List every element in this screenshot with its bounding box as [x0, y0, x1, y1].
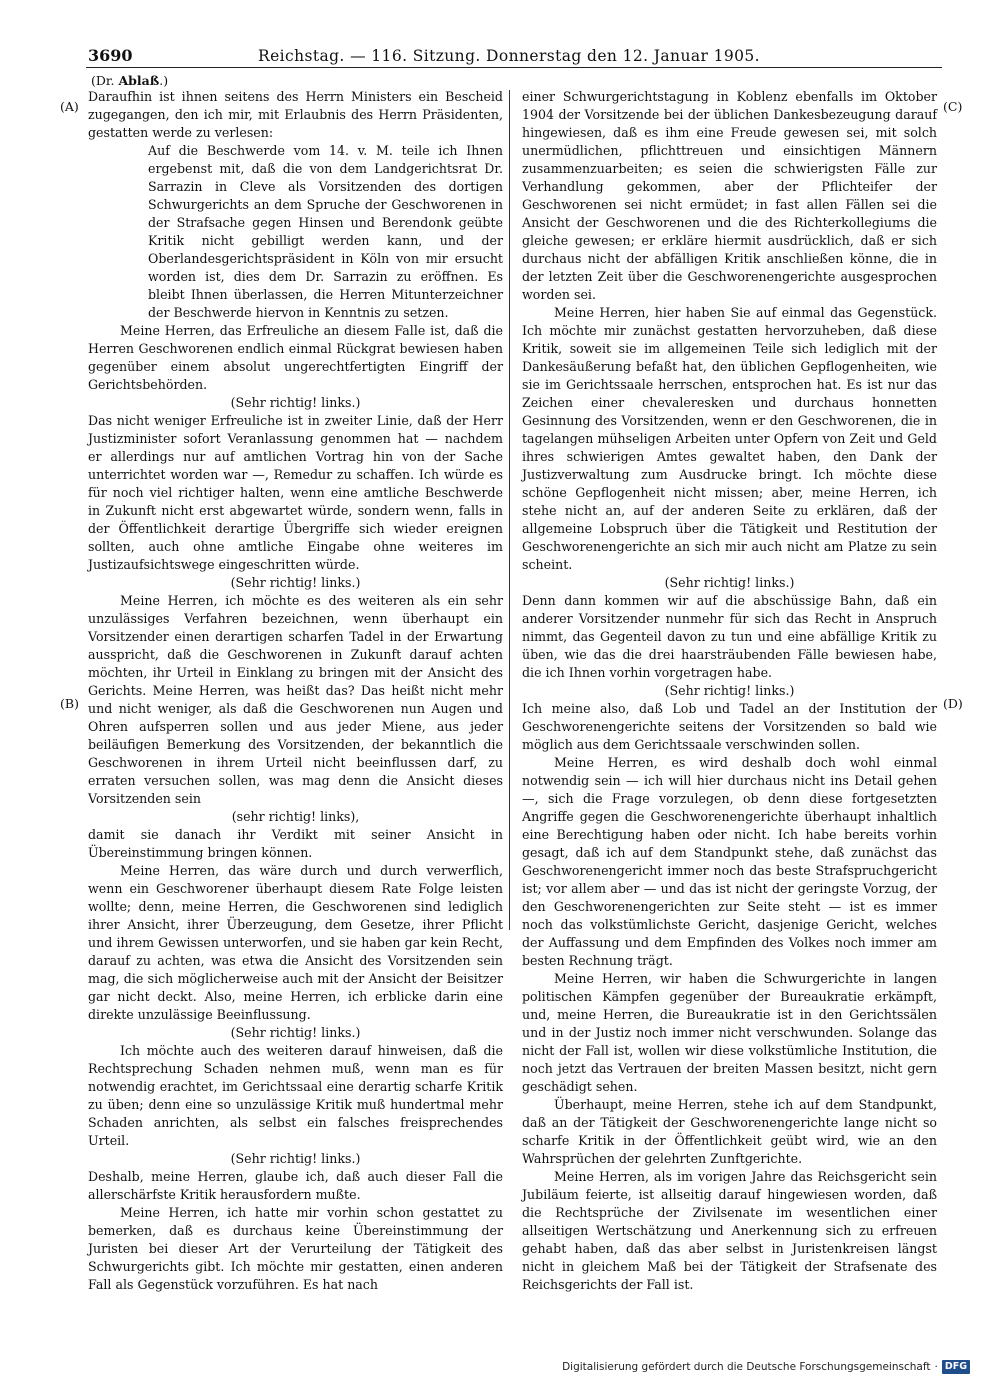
paragraph: Das nicht weniger Erfreuliche ist in zweiter Linie, daß der Herr Justizminister sofort Veranlassung genommen hat — nachdem er allerdings nur auf amtlichen Vortrag hin von der Sache unterrichtet worden war —, Remedur zu schaffen. Ich würde es für noch viel richtiger halten, wenn eine amtliche Beschwerde in Zukunft nicht erst abgewartet würde, sondern wenn, falls in der Öffentlichkeit derartige Übergriffe sich wieder ereignen sollten, auch ohne amtliche Eingabe ohne weiteres im Justizaufsichtswege eingeschritten würde.	[88, 413, 503, 572]
paragraph: einer Schwurgerichtstagung in Koblenz ebenfalls im Oktober 1904 der Vorsitzende bei der üblichen Dankesbezeugung darauf hingewiesen, daß es ihm eine Freude gewesen sei, mit solch unermüdlichen, pflichttreuen und einsichtigen Männern zusammenzuarbeiten; es seien die schwierigsten Fälle zur Verhandlung gekommen, aber der Pflichteifer der Geschworenen sei nicht ermüdet; in fast allen Fällen sei die Ansicht der Geschworenen und die des Richterkollegiums die gleiche gewesen; er erkläre hiermit ausdrücklich, daß er sich durchaus nicht der abfälligen Kritik anschließen könne, die in der letzten Zeit über die Geschworenengerichte ausgesprochen worden sei.	[522, 89, 937, 302]
page-number: 3690	[88, 46, 133, 65]
margin-mark-c: (C)	[943, 99, 963, 114]
paragraph: Denn dann kommen wir auf die abschüssige Bahn, daß ein anderer Vorsitzender nunmehr für sich das Recht in Anspruch nimmt, das Gegenteil davon zu tun und eine abfällige Kritik zu üben, wie das die drei haarsträubenden Fälle bewiesen habe, die ich Ihnen vorhin vorgetragen habe.	[522, 593, 937, 680]
interjection: (Sehr richtig! links.)	[664, 575, 795, 590]
digitization-footer: Digitalisierung gefördert durch die Deutsche Forschungsgemeinschaft · DFG	[562, 1358, 970, 1376]
speaker-tag	[91, 72, 168, 89]
running-title: Reichstag. — 116. Sitzung. Donnerstag den 12. Januar 1905.	[258, 47, 760, 65]
paragraph: Meine Herren, ich möchte es des weiteren als ein sehr unzulässiges Verfahren bezeichnen, wenn überhaupt ein Vorsitzender einen derartigen scharfen Tadel in der Erwartung ausspricht, daß die Geschworenen in Zukunft darauf achten möchten, ihr Urteil in Einklang zu bringen mit der Ansicht des Gerichts. Meine Herren, was heißt das? Das heißt nicht mehr und nicht weniger, als daß die Geschworenen nun Augen und Ohren aufsperren sollen und aus jeder Miene, aus jeder beiläufigen Bemerkung des Vorsitzenden, der bekanntlich die Geschworenen in ihrem Urteil nicht beeinflussen darf, zu erraten versuchen sollen, was mag denn die Ansicht dieses Vorsitzenden sein	[88, 593, 503, 806]
paragraph: Meine Herren, das wäre durch und durch verwerflich, wenn ein Geschworener überhaupt diesem Rate Folge leisten wollte; denn, meine Herren, die Geschworenen sind lediglich ihrer Ansicht, ihrer Überzeugung, dem Gesetze, ihrer Pflicht und ihrem Gewissen unterworfen, und sie haben gar kein Recht, darauf zu achten, was etwa die Ansicht des Vorsitzenden sein mag, die sich möglicherweise auch mit der Ansicht der Beisitzer gar nicht deckt. Also, meine Herren, ich erblicke darin eine direkte unzulässige Beeinflussung.	[88, 863, 503, 1022]
interjection: (Sehr richtig! links.)	[230, 395, 361, 410]
page-header	[88, 46, 940, 66]
paragraph: Ich möchte auch des weiteren darauf hinweisen, daß die Rechtsprechung Schaden nehmen muß, wenn man es für notwendig erachtet, im Gerichtssaal eine derartig scharfe Kritik zu üben; denn eine so unzulässige Kritik muß hundertmal mehr Schaden anrichten, als selbst ein falsches freisprechendes Urteil.	[88, 1043, 503, 1148]
speaker-tag-open: (Dr.	[91, 73, 115, 88]
paragraph: Daraufhin ist ihnen seitens des Herrn Ministers ein Bescheid zugegangen, den ich mir, mit Erlaubnis des Herrn Präsidenten, gestatten werde zu verlesen:	[88, 89, 503, 140]
interjection: (Sehr richtig! links.)	[230, 1025, 361, 1040]
speaker-name: Ablaß	[118, 73, 160, 88]
paragraph: Deshalb, meine Herren, glaube ich, daß auch dieser Fall die allerschärfste Kritik herausfordern mußte.	[88, 1169, 503, 1202]
paragraph: Meine Herren, hier haben Sie auf einmal das Gegenstück. Ich möchte mir zunächst gestatten hervorzuheben, daß diese Kritik, soweit sie im allgemeinen Teile sich lediglich mit der Dankesäußerung befaßt hat, den üblichen Gepflogenheiten, wie sie im Gerichtssaale herrschen, entsprochen hat. Es ist nur das Zeichen einer chevaleresken und durchaus honnetten Gesinnung des Vorsitzenden, wenn er den Geschworenen, die in tagelangen mühseligen Arbeiten unter Opfern von Zeit und Geld ihres schwierigen Amtes gewaltet haben, den Dank der Justizverwaltung zum Ausdrucke bringt. Ich möchte diese schöne Gepflogenheit nicht missen; aber, meine Herren, ich stehe nicht an, auf der anderen Seite zu erklären, daß der allgemeine Lobspruch über die Tätigkeit und Restitution der Geschworenengerichte an sich mir auch nicht am Platze zu sein scheint.	[522, 305, 937, 572]
interjection: (Sehr richtig! links.)	[230, 1151, 361, 1166]
left-column	[88, 88, 503, 1294]
header-rule	[86, 67, 942, 68]
paragraph: Meine Herren, es wird deshalb doch wohl einmal notwendig sein — ich will hier durchaus nicht ins Detail gehen —, sich die Frage vorzulegen, ob denn diese fortgesetzten Angriffe gegen die Geschworenengerichte überhaupt inhaltlich eine Berechtigung haben oder nicht. Ich habe bereits vorhin gesagt, daß ich auf dem Standpunkt stehe, daß zunächst das Geschworenengericht immer noch das beste Strafspruchgericht ist; vor allem aber — und das ist nicht der geringste Vorzug, der den Geschworenengerichten zur Seite steht — ist es immer noch das volkstümlichste Gericht, dasjenige Gericht, welches der Auffassung und dem Empfinden des Volkes noch immer am besten Rechnung trägt.	[522, 755, 937, 968]
margin-mark-a: (A)	[60, 99, 79, 114]
margin-mark-b: (B)	[60, 696, 79, 711]
speaker-tag-close: .)	[159, 73, 169, 88]
paragraph: Meine Herren, wir haben die Schwurgerichte in langen politischen Kämpfen gegenüber der Bureaukratie erkämpft, und, meine Herren, die Bureaukratie ist in den Gerichtssälen und in der Justiz noch immer nicht verschwunden. Solange das nicht der Fall ist, wollen wir diese volkstümliche Institution, die noch jetzt das Vertrauen der breiten Massen besitzt, nicht gern geschädigt sehen.	[522, 971, 937, 1094]
paragraph: Meine Herren, das Erfreuliche an diesem Falle ist, daß die Herren Geschworenen endlich einmal Rückgrat bewiesen haben gegenüber einem absolut ungerechtfertigten Eingriff der Gerichtsbehörden.	[88, 323, 503, 392]
right-column	[522, 88, 937, 1294]
dfg-logo: DFG	[942, 1360, 970, 1374]
footer-text: Digitalisierung gefördert durch die Deutsche Forschungsgemeinschaft	[562, 1361, 931, 1373]
paragraph: Ich meine also, daß Lob und Tadel an der Institution der Geschworenengerichte seitens der Vorsitzenden so bald wie möglich aus dem Gerichtssaale verschwinden sollen.	[522, 701, 937, 752]
interjection: (Sehr richtig! links.)	[230, 575, 361, 590]
interjection: (sehr richtig! links),	[231, 809, 360, 824]
column-divider	[509, 90, 510, 930]
paragraph: Meine Herren, ich hatte mir vorhin schon gestattet zu bemerken, daß es durchaus keine Übereinstimmung der Juristen bei dieser Art der Verurteilung der Tätigkeit des Schwurgerichts gibt. Ich möchte mir gestatten, einen anderen Fall als Gegenstück vorzuführen. Es hat nach	[88, 1205, 503, 1292]
paragraph: Überhaupt, meine Herren, stehe ich auf dem Standpunkt, daß an der Tätigkeit der Geschworenengerichte lange nicht so scharfe Kritik in der Öffentlichkeit geübt wird, wie an den Wahrsprüchen der gelehrten Zunftgerichte.	[522, 1097, 937, 1166]
interjection: (Sehr richtig! links.)	[664, 683, 795, 698]
margin-mark-d: (D)	[943, 696, 963, 711]
paragraph: damit sie danach ihr Verdikt mit seiner Ansicht in Übereinstimmung bringen können.	[88, 827, 503, 860]
quoted-letter: Auf die Beschwerde vom 14. v. M. teile ich Ihnen ergebenst mit, daß die von dem Landgerichtsrat Dr. Sarrazin in Cleve als Vorsitzenden des dortigen Schwurgerichts an dem Spruche der Geschworenen in der Strafsache gegen Hinsen und Berendonk geübte Kritik nicht gebilligt werden kann, und der Oberlandesgerichtspräsident in Köln von mir ersucht worden ist, dies dem Dr. Sarrazin zu eröffnen. Es bleibt Ihnen überlassen, die Herren Mitunterzeichner der Beschwerde hiervon in Kenntnis zu setzen.	[148, 143, 503, 320]
paragraph: Meine Herren, als im vorigen Jahre das Reichsgericht sein Jubiläum feierte, ist allseitig darauf hingewiesen worden, daß die Rechtsprüche der Zivilsenate im wesentlichen einer allseitigen Wertschätzung und Anerkennung sich zu erfreuen gehabt haben, daß das aber selbst in Juristenkreisen längst nicht in gleichem Maß bei der Tätigkeit der Strafsenate des Reichsgerichts der Fall ist.	[522, 1169, 937, 1292]
